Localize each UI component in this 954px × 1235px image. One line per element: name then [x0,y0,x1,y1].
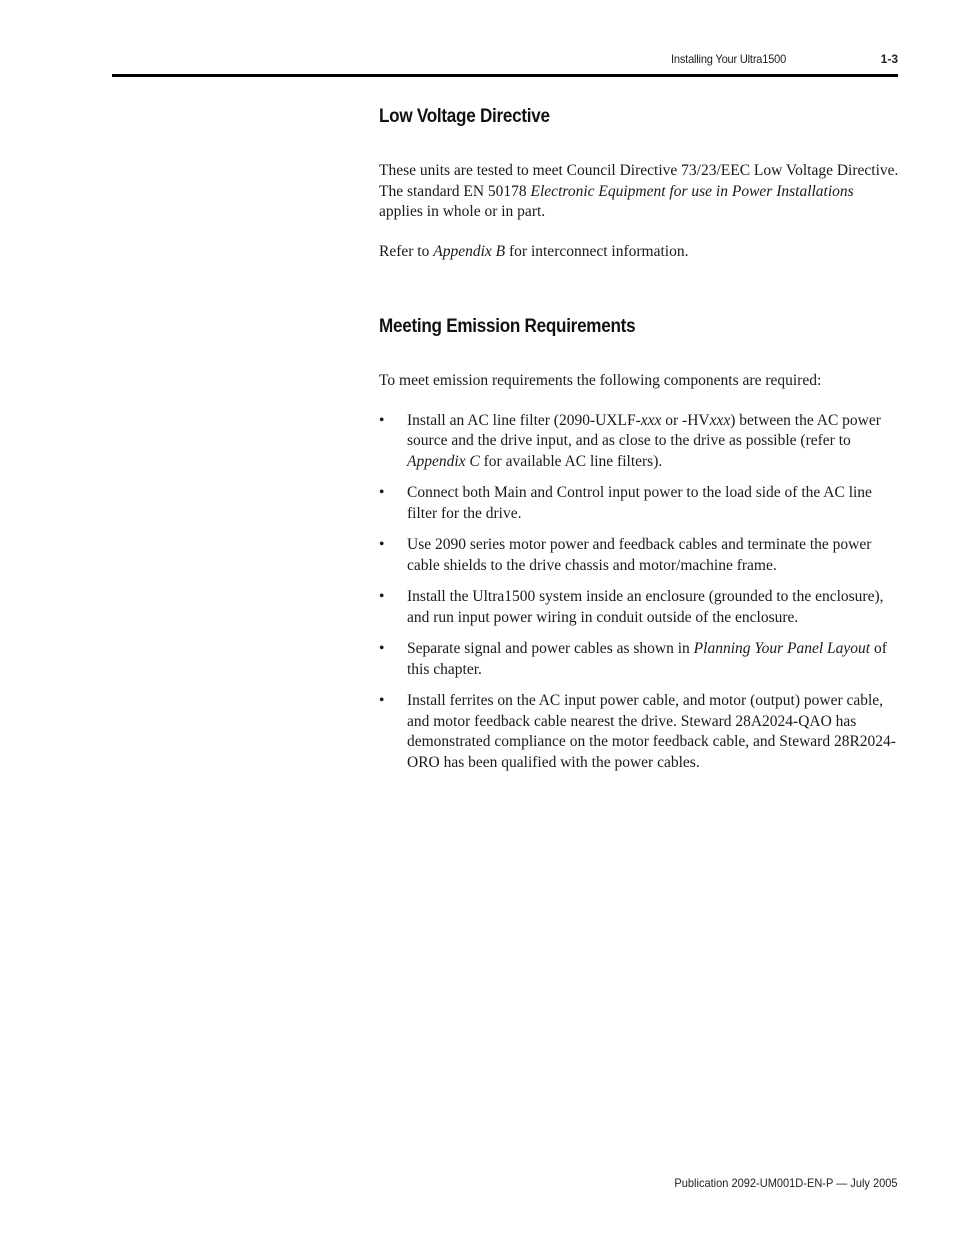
emission-requirements-list [379,411,899,774]
text-run: Install ferrites on the AC input power cable, and motor (output) power cable, and motor feedback cable nearest the drive. Steward 28A2024-QAO has demonstrated compliance on the motor feedback cable, and Steward 28R2024-ORO has been qualified with the power cables. [407,692,896,771]
running-header-title: Installing Your Ultra1500 [670,52,786,66]
list-item [379,639,899,680]
standard-title: Electronic Equipment for use in Power Installations [530,182,854,200]
bullet-icon: • [379,692,385,709]
emission-intro-paragraph: To meet emission requirements the following components are required: [379,372,822,389]
panel-layout-reference: Planning Your Panel Layout [693,640,871,657]
text-run: Separate signal and power cables as shown in [407,640,694,657]
bullet-icon: • [379,640,385,657]
text-run: or -HV [661,411,710,429]
list-item [379,587,899,628]
list-item [379,535,899,576]
text-run: Install the Ultra1500 system inside an enclosure (grounded to the enclosure), and run input power wiring in conduit outside of the enclosure. [407,588,884,626]
bullet-icon: • [379,484,385,501]
text-run: Refer to [379,242,434,260]
low-voltage-paragraph [379,161,899,223]
bullet-icon: • [379,588,385,605]
text-run: Connect both Main and Control input power to the load side of the AC line filter for the drive. [407,484,872,522]
text-run: Install an AC line filter (2090-UXLF- [407,411,641,429]
list-item [379,483,899,524]
bullet-icon: • [379,411,385,429]
list-item [379,691,899,773]
text-run: applies in whole or in part. [379,203,546,220]
header-rule [112,74,898,77]
text-run: These units are tested to meet Council Directive 73/23/EEC Low Voltage Directive. The standard EN 50178 [379,162,899,200]
text-run: for interconnect information. [505,242,689,260]
publication-footer: Publication 2092-UM001D-EN-P — July 2005 [674,1176,898,1190]
appendix-c-reference: Appendix C [407,452,480,470]
text-run: ) between the AC power source and the drive input, and as close to the drive as possible (refer to [407,411,881,449]
page-number: 1-3 [880,52,898,66]
text-run: for available AC line filters). [479,452,663,470]
list-item [379,411,899,473]
text-run: of this chapter. [407,640,887,678]
section-title-emission: Meeting Emission Requirements [379,316,636,337]
interconnect-reference-paragraph [379,242,899,263]
bullet-icon: • [379,536,385,553]
page-body [379,106,899,784]
text-run: xxx [709,411,731,429]
appendix-b-reference: Appendix B [433,242,506,260]
text-run: Use 2090 series motor power and feedback cables and terminate the power cable shields to the drive chassis and motor/machine frame. [407,536,872,574]
text-run: xxx [640,411,662,429]
section-title-low-voltage: Low Voltage Directive [379,106,550,127]
